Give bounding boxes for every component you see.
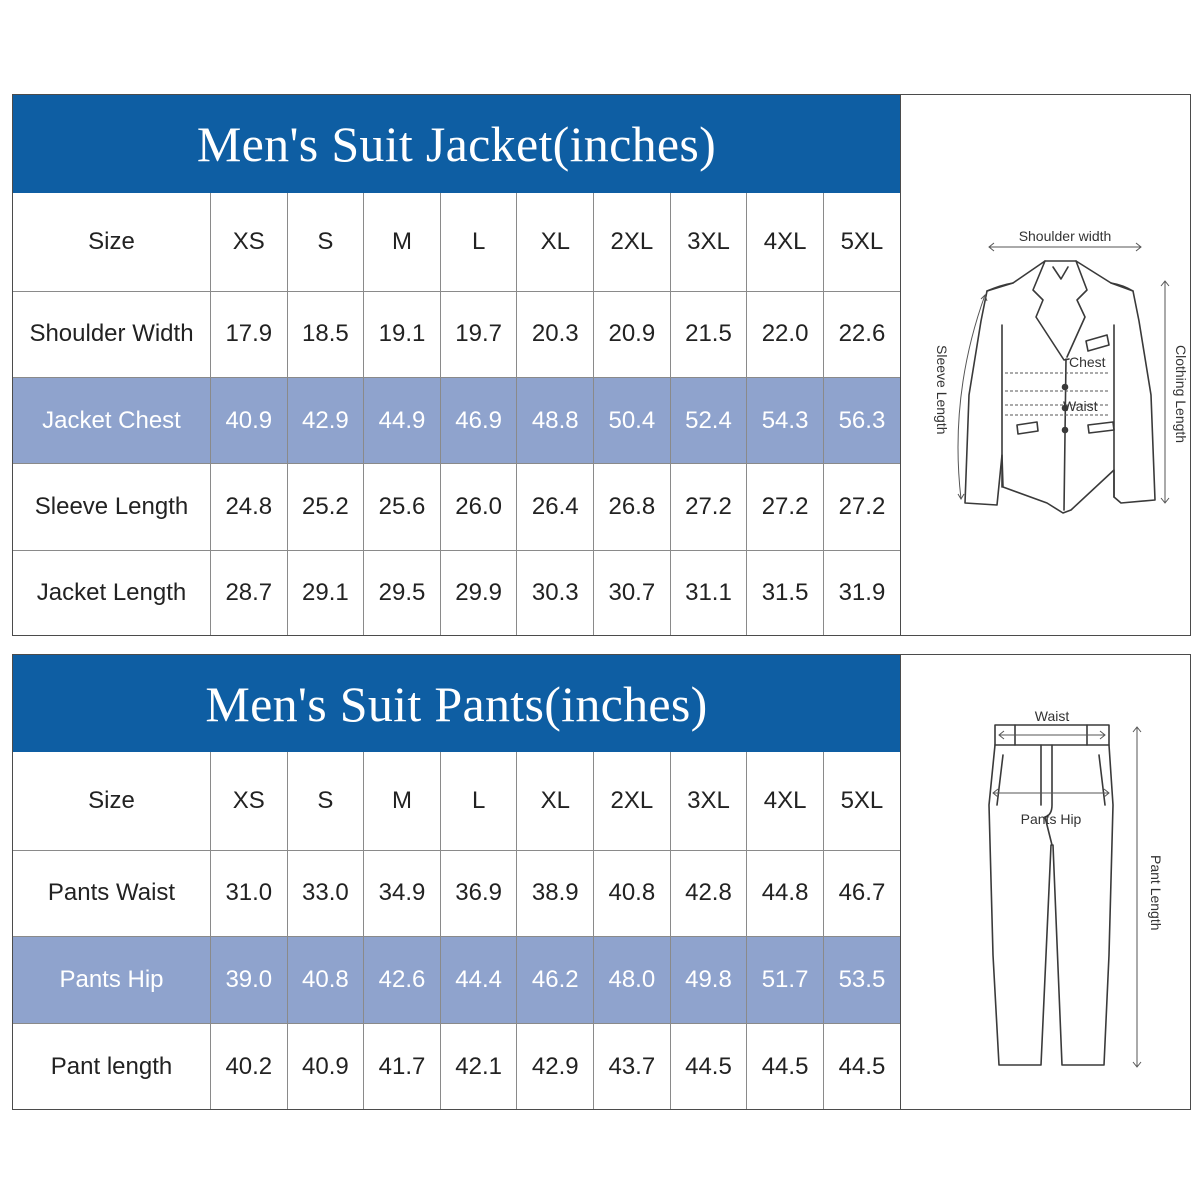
size-column-header: M [364,193,441,291]
table-cell: 40.8 [594,850,671,937]
size-column-header: S [287,752,364,850]
table-cell: 49.8 [670,937,747,1024]
table-row [13,850,900,937]
pants-hip-label: Pants Hip [1020,811,1082,827]
jacket-chart-title: Men's Suit Jacket(inches) [13,95,900,193]
table-cell: 29.5 [364,550,441,635]
size-column-header: 4XL [747,752,824,850]
table-cell: 42.9 [517,1024,594,1109]
table-cell: 44.4 [440,937,517,1024]
table-row-highlighted [13,937,900,1024]
size-column-header: S [287,193,364,291]
row-label: Shoulder Width [13,291,211,377]
table-cell: 40.8 [287,937,364,1024]
table-cell: 31.0 [211,850,288,937]
size-column-header: 5XL [840,227,884,255]
pants-measurement-figure [900,655,1190,1109]
table-cell: 46.2 [517,937,594,1024]
table-row-highlighted [13,377,900,463]
size-column-header: 2XL [594,752,671,850]
size-column-header: XS [211,193,288,291]
pants-illustration [901,655,1190,1109]
row-label: Pant length [13,1024,211,1109]
table-cell: 42.8 [670,850,747,937]
table-cell: 44.5 [747,1024,824,1109]
clothing-length-label: Clothing Length [1173,345,1189,444]
table-cell: 42.6 [364,937,441,1024]
table-cell: 38.9 [517,850,594,937]
table-cell: 43.7 [594,1024,671,1109]
pant-length-label: Pant Length [1148,855,1164,931]
table-cell: 53.5 [823,937,900,1024]
row-label: Jacket Chest [13,377,211,463]
table-cell: 17.9 [211,291,288,377]
table-cell: 30.3 [517,550,594,635]
row-label: Jacket Length [13,550,211,635]
jacket-measurement-figure [900,95,1190,635]
size-column-header: M [364,752,441,850]
table-cell: 40.9 [211,377,288,463]
table-cell: 29.9 [440,550,517,635]
table-cell: 24.8 [211,464,288,550]
sleeve-length-label: Sleeve Length [934,345,950,435]
row-label: Sleeve Length [13,464,211,550]
pants-size-table [13,752,900,1109]
table-cell: 44.5 [670,1024,747,1109]
table-row [13,464,900,550]
table-cell: 27.2 [747,464,824,550]
table-cell: 34.9 [364,850,441,937]
table-cell: 20.3 [517,291,594,377]
size-column-header: 3XL [670,752,747,850]
jacket-illustration [901,95,1190,635]
table-cell: 44.5 [823,1024,900,1109]
size-column-header: 4XL [747,193,824,291]
table-cell: 40.2 [211,1024,288,1109]
row-label: Pants Hip [13,937,211,1024]
table-cell: 21.5 [670,291,747,377]
table-cell: 26.8 [594,464,671,550]
pants-size-chart [12,654,1191,1110]
chest-label: Chest [1069,354,1106,370]
table-cell: 36.9 [440,850,517,937]
table-row [13,550,900,635]
size-column-header: 3XL [670,193,747,291]
table-cell: 27.2 [823,464,900,550]
table-cell: 31.1 [670,550,747,635]
table-cell: 28.7 [211,550,288,635]
table-cell: 41.7 [364,1024,441,1109]
size-column-header: 2XL [594,193,671,291]
size-column-header: L [440,752,517,850]
table-cell: 52.4 [670,377,747,463]
waist-label: Waist [1063,398,1098,414]
table-header-row [13,752,900,850]
pants-chart-title: Men's Suit Pants(inches) [13,655,900,752]
table-cell: 46.9 [440,377,517,463]
size-column-header: L [440,193,517,291]
table-cell: 30.7 [594,550,671,635]
row-label: Pants Waist [13,850,211,937]
table-cell: 54.3 [747,377,824,463]
size-column-header: XL [517,193,594,291]
pants-table-area [13,655,900,1109]
waist-label: Waist [1034,708,1070,724]
table-row [13,1024,900,1109]
jacket-table-area [13,95,900,635]
table-cell: 44.9 [364,377,441,463]
table-cell: 51.7 [747,937,824,1024]
table-cell: 27.2 [670,464,747,550]
table-cell: 42.1 [440,1024,517,1109]
table-row [13,291,900,377]
size-header-label: Size [13,193,211,291]
table-cell: 31.5 [747,550,824,635]
table-cell: 22.6 [823,291,900,377]
table-cell: 33.0 [287,850,364,937]
table-cell: 19.7 [440,291,517,377]
size-header-label: Size [13,752,211,850]
table-cell: 46.7 [823,850,900,937]
size-column-header: XL [517,752,594,850]
table-cell: 40.9 [287,1024,364,1109]
table-cell: 22.0 [747,291,824,377]
table-cell: 26.0 [440,464,517,550]
table-cell: 44.8 [747,850,824,937]
table-cell: 42.9 [287,377,364,463]
size-column-header: XS [211,752,288,850]
table-cell: 48.8 [517,377,594,463]
shoulder-width-label: Shoulder width [1018,228,1112,244]
table-cell: 48.0 [594,937,671,1024]
table-cell: 25.2 [287,464,364,550]
table-cell: 56.3 [823,377,900,463]
table-cell: 20.9 [594,291,671,377]
table-cell: 19.1 [364,291,441,377]
table-cell: 50.4 [594,377,671,463]
table-cell: 31.9 [823,550,900,635]
table-cell: 26.4 [517,464,594,550]
table-cell: 29.1 [287,550,364,635]
jacket-size-chart [12,94,1191,636]
size-column-header: 5XL [840,786,884,814]
table-header-row [13,193,900,291]
table-cell: 39.0 [211,937,288,1024]
table-cell: 18.5 [287,291,364,377]
table-cell: 25.6 [364,464,441,550]
jacket-size-table [13,193,900,635]
